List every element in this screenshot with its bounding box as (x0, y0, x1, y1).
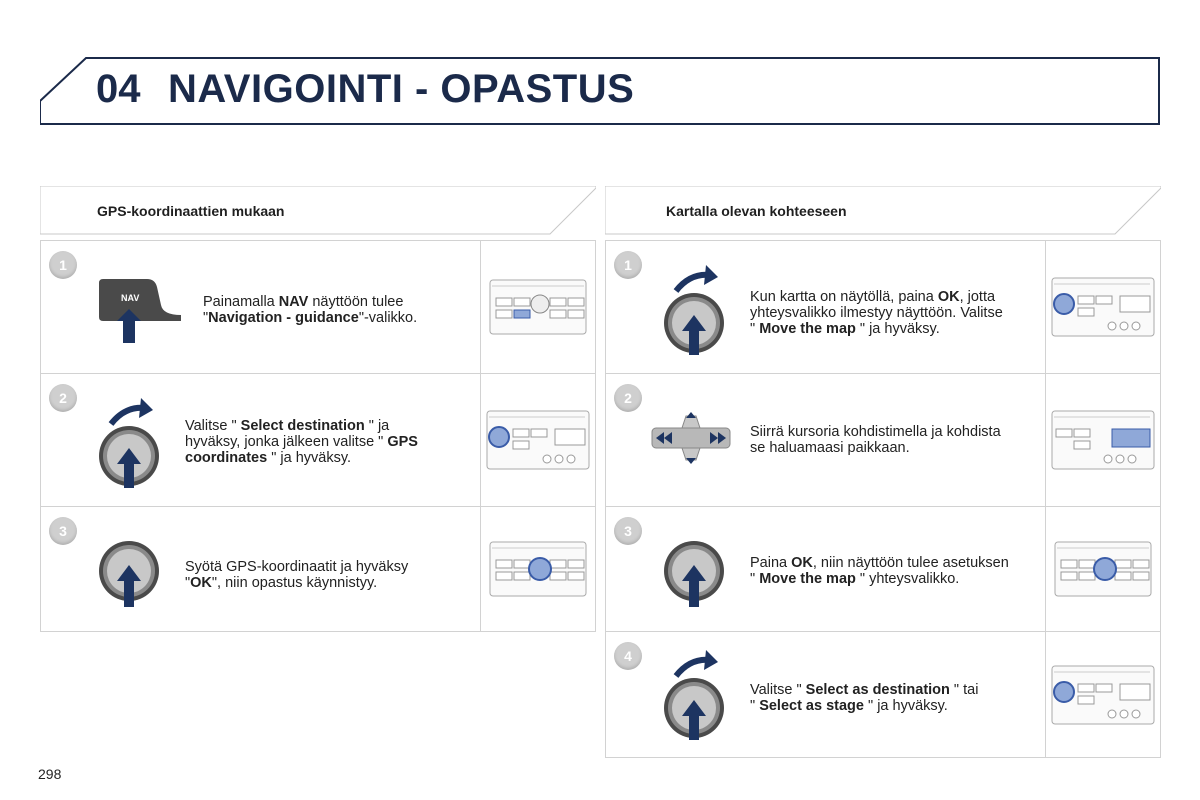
step-card (605, 631, 1161, 758)
section-heading-map (605, 186, 1161, 234)
step-description: Paina OK, niin näyttöön tulee asetuksen " Move the map " yhteysvalikko. (750, 555, 1009, 587)
step-description: Syötä GPS-koordinaatit ja hyväksy "OK", niin opastus käynnistyy. (185, 559, 409, 591)
direction-pad-icon (646, 410, 736, 471)
step-card (40, 240, 596, 374)
step-description: Valitse " Select as destination " tai " Select as stage " ja hyväksy. (750, 682, 979, 714)
radio-panel-illustration (1045, 632, 1160, 757)
step-card (40, 373, 596, 507)
chapter-header (40, 57, 1160, 125)
step-description: Valitse " Select destination " ja hyväksy, jonka jälkeen valitse " GPS coordinates " ja hyväksy. (185, 418, 418, 466)
page-number: 298 (38, 766, 62, 782)
section-heading-label: Kartalla olevan kohteeseen (666, 203, 847, 219)
step-number: 1 (614, 251, 642, 279)
step-card (605, 373, 1161, 507)
radio-panel-illustration (480, 374, 595, 506)
chapter-title: NAVIGOINTI - OPASTUS (168, 67, 635, 111)
radio-panel-illustration (1045, 507, 1160, 631)
radio-panel-illustration (480, 241, 595, 373)
rotary-knob-rotate-icon (662, 261, 732, 362)
step-number: 4 (614, 642, 642, 670)
step-description: Painamalla NAV näyttöön tulee "Navigation - guidance"-valikko. (203, 294, 418, 326)
nav-label: NAV (121, 293, 140, 303)
radio-panel-illustration (1045, 374, 1160, 506)
step-number: 1 (49, 251, 77, 279)
radio-panel-illustration (1045, 241, 1160, 373)
chapter-number: 04 (96, 67, 141, 111)
rotary-knob-press-icon (662, 535, 732, 614)
step-card (605, 240, 1161, 374)
rotary-knob-press-icon (97, 535, 167, 614)
step-description: Kun kartta on näytöllä, paina OK, jotta yhteysvalikko ilmestyy näyttöön. Valitse " Move the map " ja hyväksy. (750, 289, 1003, 337)
rotary-knob-rotate-icon (97, 394, 167, 495)
step-card (40, 506, 596, 632)
step-card (605, 506, 1161, 632)
step-number: 3 (614, 517, 642, 545)
step-number: 2 (614, 384, 642, 412)
step-number: 2 (49, 384, 77, 412)
rotary-knob-rotate-icon (662, 646, 732, 747)
step-number: 3 (49, 517, 77, 545)
step-description: Siirrä kursoria kohdistimella ja kohdista se haluamaasi paikkaan. (750, 424, 1001, 456)
nav-button-icon (95, 277, 185, 352)
section-heading-gps (40, 186, 596, 234)
section-heading-label: GPS-koordinaattien mukaan (97, 203, 285, 219)
radio-panel-illustration (480, 507, 595, 631)
